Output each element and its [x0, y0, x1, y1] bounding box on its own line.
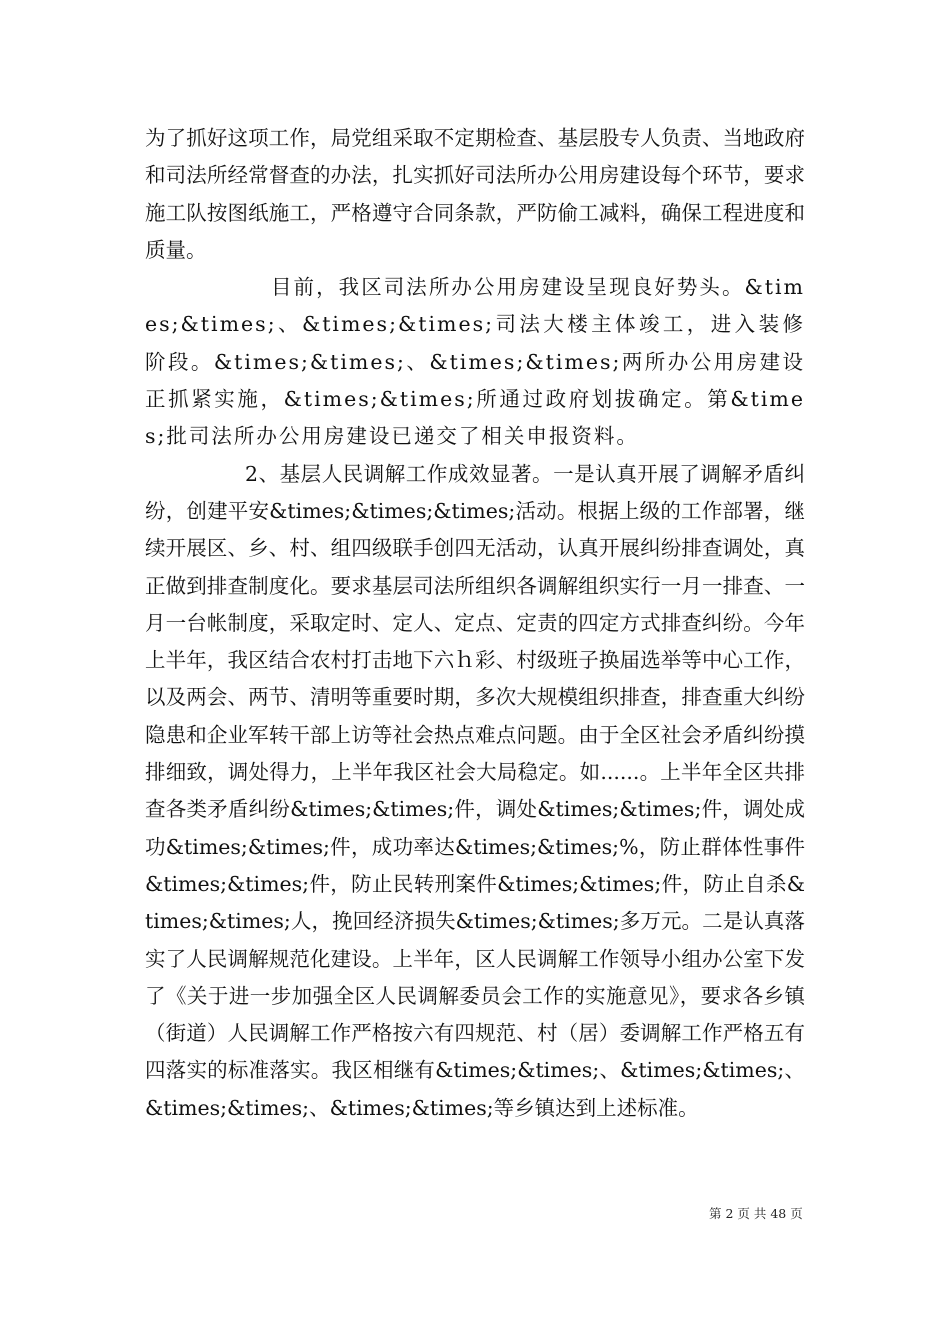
paragraph-construction-supervision: 为了抓好这项工作，局党组采取不定期检查、基层股专人负责、当地政府和司法所经常督查的办法，扎实抓好司法所办公用房建设每个环节，要求施工队按图纸施工，严格遵守合同条款，严防偷工减料，确保工程进度和质量。	[145, 126, 805, 262]
paragraph-mediation-work: 2、基层人民调解工作成效显著。一是认真开展了调解矛盾纠纷，创建平安&times;&times;&times;活动。根据上级的工作部署，继续开展区、乡、村、组四级联手创四无活动，认真开展纠纷排查调处，真正做到排查制度化。要求基层司法所组织各调解组织实行一月一排查、一月一台帐制度，采取定时、定人、定点、定责的四定方式排查纠纷。今年上半年，我区结合农村打击地下六ｈ彩、村级班子换届选举等中心工作，以及两会、两节、清明等重要时期，多次大规模组织排查，排查重大纠纷隐患和企业军转干部上访等社会热点难点问题。由于全区社会矛盾纠纷摸排细致，调处得力，上半年我区社会大局稳定。如......。上半年全区共排查各类矛盾纠纷&times;&times;件，调处&times;&times;件，调处成功&times;&times;件，成功率达&times;&times;%，防止群体性事件&times;&times;件，防止民转刑案件&times;&times;件，防止自杀&times;&times;人，挽回经济损失&times;&times;多万元。二是认真落实了人民调解规范化建设。上半年，区人民调解工作领导小组办公室下发了《关于进一步加强全区人民调解委员会工作的实施意见》，要求各乡镇（街道）人民调解工作严格按六有四规范、村（居）委调解工作严格五有四落实的标准落实。我区相继有&times;&times;、&times;&times;、&times;&times;、&times;&times;等乡镇达到上述标准。	[145, 461, 805, 1120]
page-number: 第 2 页 共 48 页	[709, 1206, 803, 1221]
paragraph-office-building-status: 目前，我区司法所办公用房建设呈现良好势头。&times;&times;、&times;&times;司法大楼主体竣工，进入装修阶段。&times;&times;、&times;&times;两所办公用房建设正抓紧实施，&times;&times;所通过政府划拔确定。第&times;批司法所办公用房建设已递交了相关申报资料。	[145, 275, 805, 449]
body-text	[145, 120, 805, 1127]
